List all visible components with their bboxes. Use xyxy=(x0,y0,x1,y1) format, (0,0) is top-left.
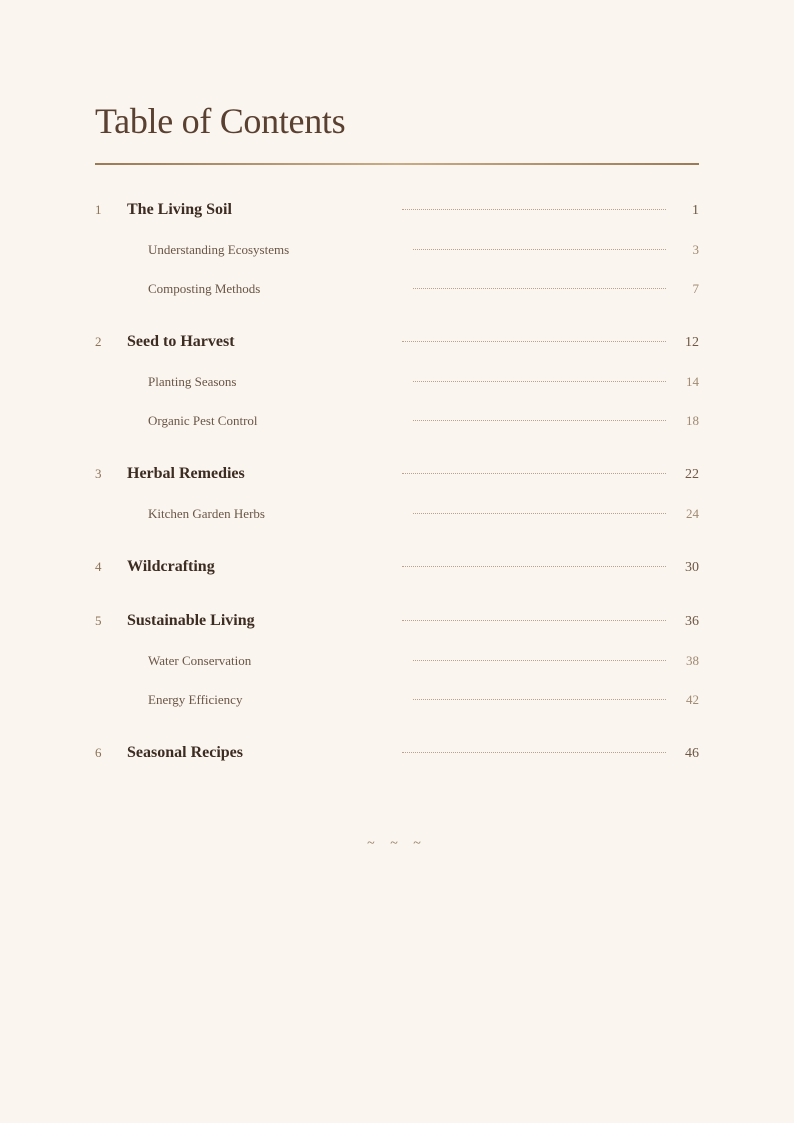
section-page-number: 38 xyxy=(686,653,699,668)
chapter-row[interactable] xyxy=(95,733,699,773)
title-divider xyxy=(95,163,699,165)
chapter-row[interactable] xyxy=(95,322,699,362)
chapter-number: 3 xyxy=(95,466,102,481)
section-row[interactable] xyxy=(95,362,699,401)
chapter-title: Wildcrafting xyxy=(127,558,215,575)
section-row[interactable] xyxy=(95,494,699,533)
toc-list xyxy=(95,190,699,787)
chapter-title: The Living Soil xyxy=(127,201,232,218)
section-page-number: 24 xyxy=(686,506,699,521)
chapter-page-number: 22 xyxy=(685,467,699,482)
chapter-entry xyxy=(95,454,699,533)
chapter-entry xyxy=(95,601,699,719)
section-title: Organic Pest Control xyxy=(148,413,258,428)
chapter-entry xyxy=(95,322,699,440)
chapter-number: 4 xyxy=(95,559,102,574)
chapter-title: Sustainable Living xyxy=(127,612,255,629)
dot-leader xyxy=(402,566,666,567)
chapter-page-number: 30 xyxy=(685,560,699,575)
section-page-number: 3 xyxy=(692,242,699,257)
chapter-page-number: 12 xyxy=(685,335,699,350)
chapter-entry xyxy=(95,733,699,773)
dot-leader xyxy=(402,620,666,621)
dot-leader xyxy=(413,513,666,514)
section-row[interactable] xyxy=(95,230,699,269)
chapter-title: Seed to Harvest xyxy=(127,333,235,350)
chapter-title: Seasonal Recipes xyxy=(127,744,243,761)
dot-leader xyxy=(413,660,666,661)
section-page-number: 42 xyxy=(686,692,699,707)
section-title: Energy Efficiency xyxy=(148,692,243,707)
dot-leader xyxy=(402,341,666,342)
chapter-number: 5 xyxy=(95,613,102,628)
dot-leader xyxy=(413,249,666,250)
section-page-number: 7 xyxy=(692,281,699,296)
dot-leader xyxy=(413,381,666,382)
section-title: Understanding Ecosystems xyxy=(148,242,290,257)
dot-leader xyxy=(413,288,666,289)
chapter-number: 6 xyxy=(95,745,102,760)
chapter-number: 1 xyxy=(95,202,102,217)
dot-leader xyxy=(413,699,666,700)
section-page-number: 18 xyxy=(686,413,699,428)
chapter-entry xyxy=(95,190,699,308)
chapter-title: Herbal Remedies xyxy=(127,465,245,482)
dot-leader xyxy=(402,752,666,753)
end-ornament: ~ ~ ~ xyxy=(367,836,427,851)
section-row[interactable] xyxy=(95,641,699,680)
section-row[interactable] xyxy=(95,680,699,719)
chapter-page-number: 1 xyxy=(692,203,699,218)
section-row[interactable] xyxy=(95,401,699,440)
section-row[interactable] xyxy=(95,269,699,308)
section-title: Planting Seasons xyxy=(148,374,237,389)
section-title: Composting Methods xyxy=(148,281,261,296)
dot-leader xyxy=(402,473,666,474)
chapter-page-number: 46 xyxy=(685,746,699,761)
chapter-row[interactable] xyxy=(95,547,699,587)
chapter-row[interactable] xyxy=(95,454,699,494)
chapter-page-number: 36 xyxy=(685,614,699,629)
page-title: Table of Contents xyxy=(95,101,346,141)
section-page-number: 14 xyxy=(686,374,699,389)
chapter-entry xyxy=(95,547,699,587)
section-title: Water Conservation xyxy=(148,653,252,668)
dot-leader xyxy=(402,209,666,210)
chapter-row[interactable] xyxy=(95,601,699,641)
dot-leader xyxy=(413,420,666,421)
chapter-number: 2 xyxy=(95,334,102,349)
chapter-row[interactable] xyxy=(95,190,699,230)
section-title: Kitchen Garden Herbs xyxy=(148,506,265,521)
